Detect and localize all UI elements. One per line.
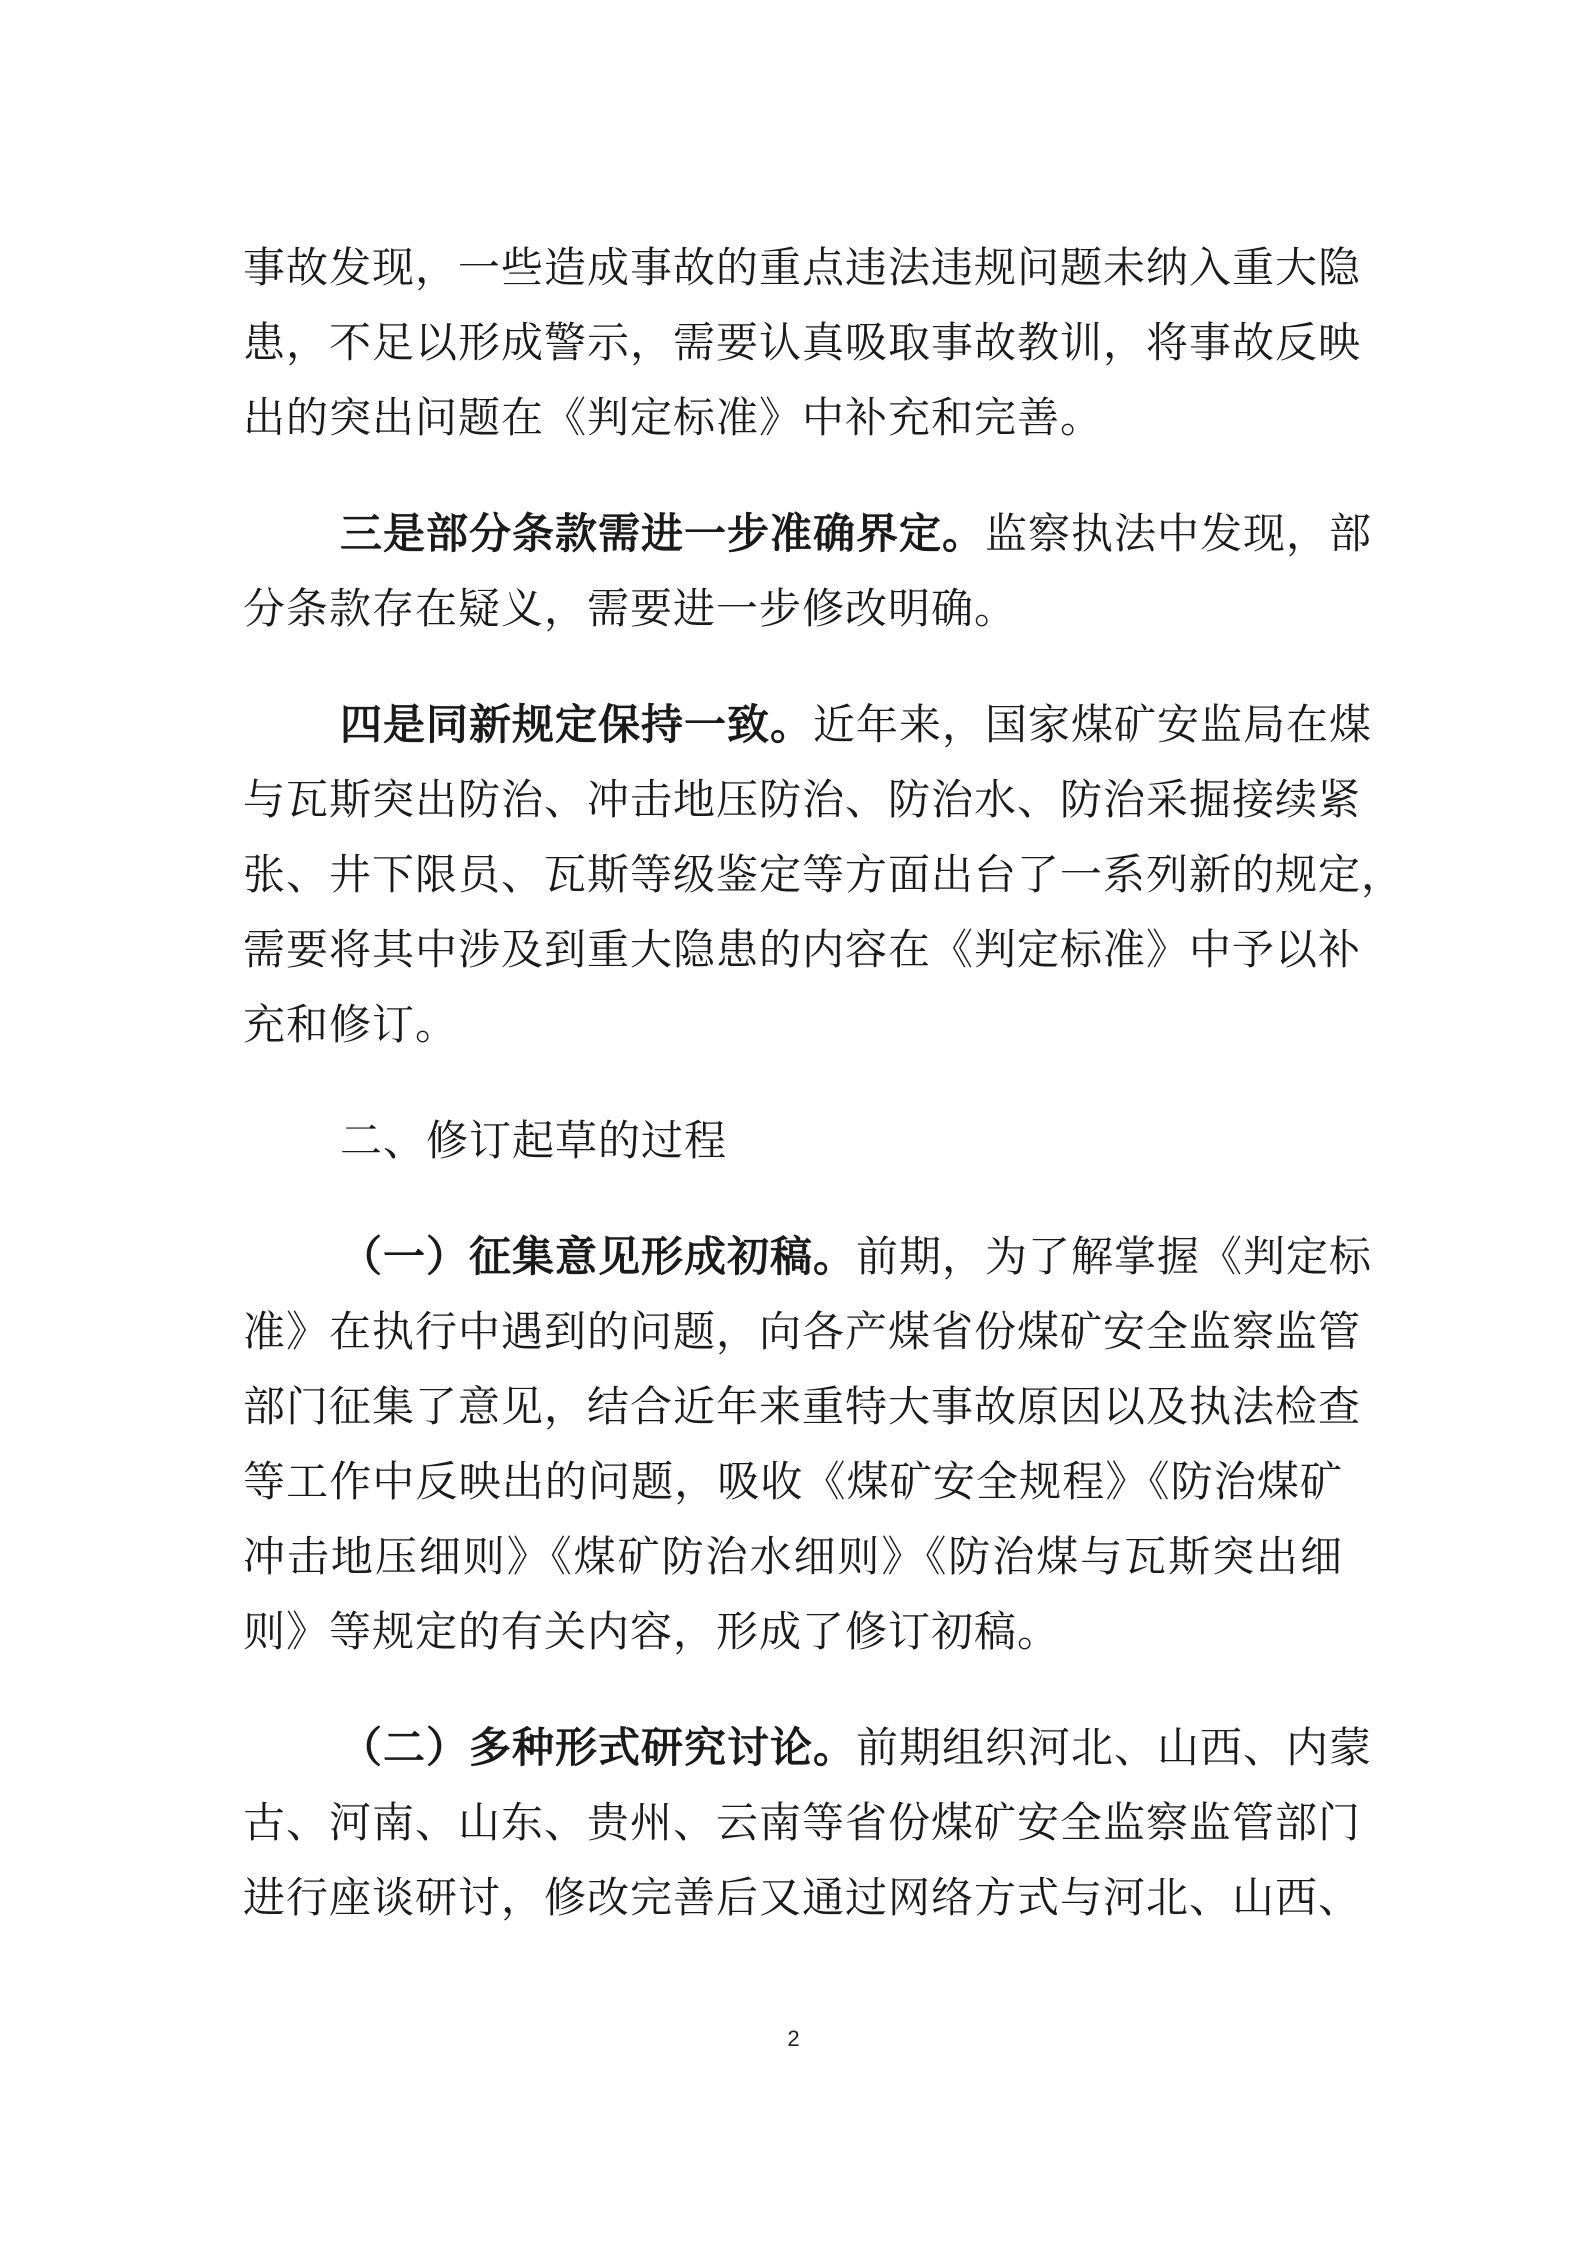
paragraph-lead-bold: 三是部分条款需进一步准确界定。 [340, 509, 986, 558]
body-text-line: 事故发现，一些造成事故的重点违法违规问题未纳入重大隐 [243, 243, 1362, 292]
body-text-line: 部门征集了意见，结合近年来重特大事故原因以及执法检查 [243, 1382, 1362, 1431]
body-text-line: 患，不足以形成警示，需要认真吸取事故教训，将事故反映 [243, 318, 1362, 367]
paragraph-first-line [340, 1718, 1373, 1778]
body-text-line: 进行座谈研讨，修改完善后又通过网络方式与河北、山西、 [243, 1873, 1362, 1922]
body-text-line: 则》等规定的有关内容，形成了修订初稿。 [243, 1607, 1061, 1656]
paragraph-lead-bold: （二）多种形式研究讨论。 [340, 1723, 857, 1772]
section-heading: 二、修订起草的过程 [340, 1116, 728, 1165]
paragraph-first-line [340, 695, 1373, 755]
body-text-line: 分条款存在疑义，需要进一步修改明确。 [243, 584, 1018, 633]
paragraph-first-line [340, 1227, 1373, 1287]
paragraph-lead-bold: 四是同新规定保持一致。 [340, 700, 814, 749]
body-text-line: 等工作中反映出的问题，吸收《煤矿安全规程》《防治煤矿 [243, 1457, 1343, 1506]
body-text: 监察执法中发现，部 [985, 509, 1373, 558]
body-text: 前期，为了解掌握《判定标 [856, 1232, 1373, 1281]
body-text-line: 与瓦斯突出防治、冲击地压防治、防治水、防治采掘接续紧 [243, 775, 1362, 824]
body-text-line: 古、河南、山东、贵州、云南等省份煤矿安全监察监管部门 [243, 1798, 1362, 1847]
body-text: 近年来，国家煤矿安监局在煤 [813, 700, 1373, 749]
body-text-line: 充和修订。 [243, 1000, 459, 1049]
body-text-line: 需要将其中涉及到重大隐患的内容在《判定标准》中予以补 [243, 925, 1362, 974]
body-text-line: 张、井下限员、瓦斯等级鉴定等方面出台了一系列新的规定， [243, 850, 1405, 899]
body-text: 前期组织河北、山西、内蒙 [856, 1723, 1373, 1772]
paragraph-first-line [340, 504, 1373, 564]
page-number: 2 [787, 2026, 800, 2051]
paragraph-lead-bold: （一）征集意见形成初稿。 [340, 1232, 857, 1281]
body-text-line: 出的突出问题在《判定标准》中补充和完善。 [243, 393, 1104, 442]
body-text-line: 准》在执行中遇到的问题，向各产煤省份煤矿安全监察监管 [243, 1307, 1362, 1356]
body-text-line: 冲击地压细则》《煤矿防治水细则》《防治煤与瓦斯突出细 [243, 1532, 1343, 1581]
